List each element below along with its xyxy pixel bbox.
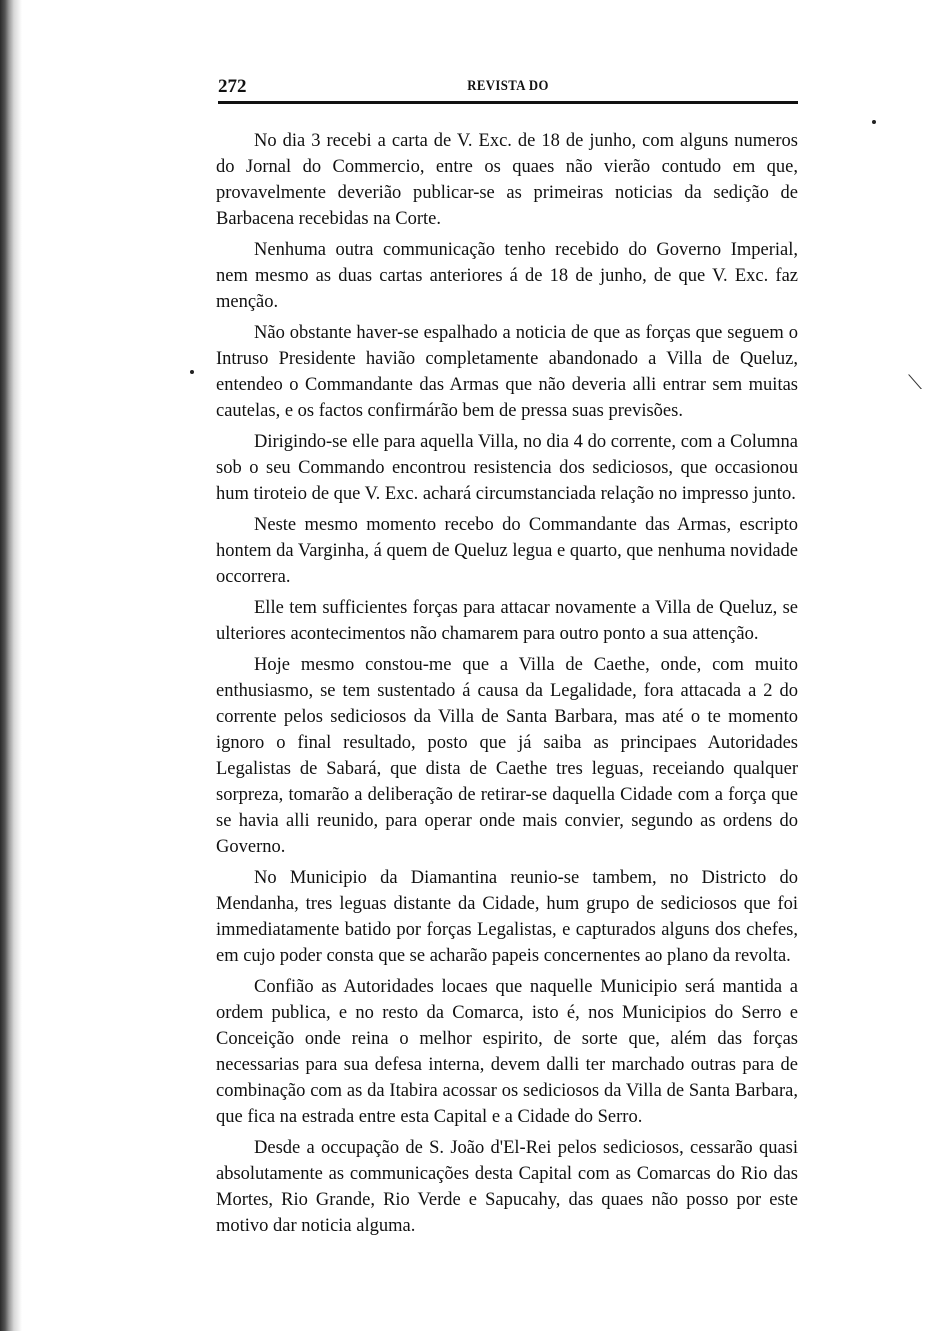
paragraph: Não obstante haver-se espalhado a noticia de que as forças que seguem o Intruso Presidente havião completamente abandonado a Villa de Queluz, entendeo o Commandante das Armas que não deveria alli entrar sem muitas cautelas, e os factos confirmárão bem de pressa suas previsões.: [216, 323, 798, 421]
speck-mark: [190, 370, 194, 374]
book-gutter: [0, 0, 26, 1331]
header-rule: [218, 101, 798, 104]
page-header: [218, 76, 798, 98]
paragraph: No Municipio da Diamantina reunio-se tambem, no Districto do Mendanha, tres leguas distante da Cidade, hum grupo de sediciosos que foi immediatamente batido por forças Legalistas, e capturados alguns dos chefes, em cujo poder consta que se acharão papeis concernentes ao plano da revolta.: [216, 868, 798, 966]
running-head: REVISTA DO: [467, 78, 549, 94]
paragraph: Desde a occupação de S. João d'El-Rei pelos sediciosos, cessarão quasi absolutamente as communicações desta Capital com as Comarcas do Rio das Mortes, Rio Grande, Rio Verde e Sapucahy, das quaes não posso por este motivo dar noticia alguma.: [216, 1138, 798, 1236]
paragraph: Neste mesmo momento recebo do Commandante das Armas, escripto hontem da Varginha, á quem de Queluz legua e quarto, que nenhuma novidade occorrera.: [216, 515, 798, 587]
paragraph: Hoje mesmo constou-me que a Villa de Caethe, onde, com muito enthusiasmo, se tem sustentado á causa da Legalidade, fora attacada a 2 do corrente pelos sediciosos da Villa de Santa Barbara, mas até o te momento ignoro o final resultado, posto que já saiba as principaes Autoridades Legalistas de Sabará, que dista de Caethe tres leguas, receiando qualquer sorpreza, tomarão a deliberação de retirar-se daquella Cidade com a força que se havia alli reunido, para operar onde mais convier, segundo as ordens do Governo.: [216, 655, 798, 857]
body-text: [216, 128, 798, 1244]
page-number: 272: [218, 76, 247, 97]
paragraph: No dia 3 recebi a carta de V. Exc. de 18 de junho, com alguns numeros do Jornal do Commercio, entre os quaes não vierão contudo em que, provavelmente deverião publicar-se as primeiras noticias da sedição de Barbacena recebidas na Corte.: [216, 131, 798, 229]
margin-mark: ⟍: [908, 372, 922, 394]
paragraph: Dirigindo-se elle para aquella Villa, no dia 4 do corrente, com a Columna sob o seu Commando encontrou resistencia dos sediciosos, que occasionou hum tiroteio de que V. Exc. achará circumstanciada relação no impresso junto.: [216, 432, 798, 504]
speck-mark: [872, 120, 876, 124]
paragraph: Confião as Autoridades locaes que naquelle Municipio será mantida a ordem publica, e no resto da Comarca, isto é, nos Municipios do Serro e Conceição onde reina o melhor espirito, de sorte que, além das forças necessarias para sua defesa interna, devem dalli ter marchado outras para de combinação com as da Itabira acossar os sediciosos da Villa de Santa Barbara, que fica na estrada entre esta Capital e a Cidade do Serro.: [216, 977, 798, 1127]
paragraph: Elle tem sufficientes forças para attacar novamente a Villa de Queluz, se ulteriores acontecimentos não chamarem para outro ponto a sua attenção.: [216, 598, 798, 644]
paragraph: Nenhuma outra communicação tenho recebido do Governo Imperial, nem mesmo as duas cartas anteriores á de 18 de junho, de que V. Exc. faz menção.: [216, 240, 798, 312]
